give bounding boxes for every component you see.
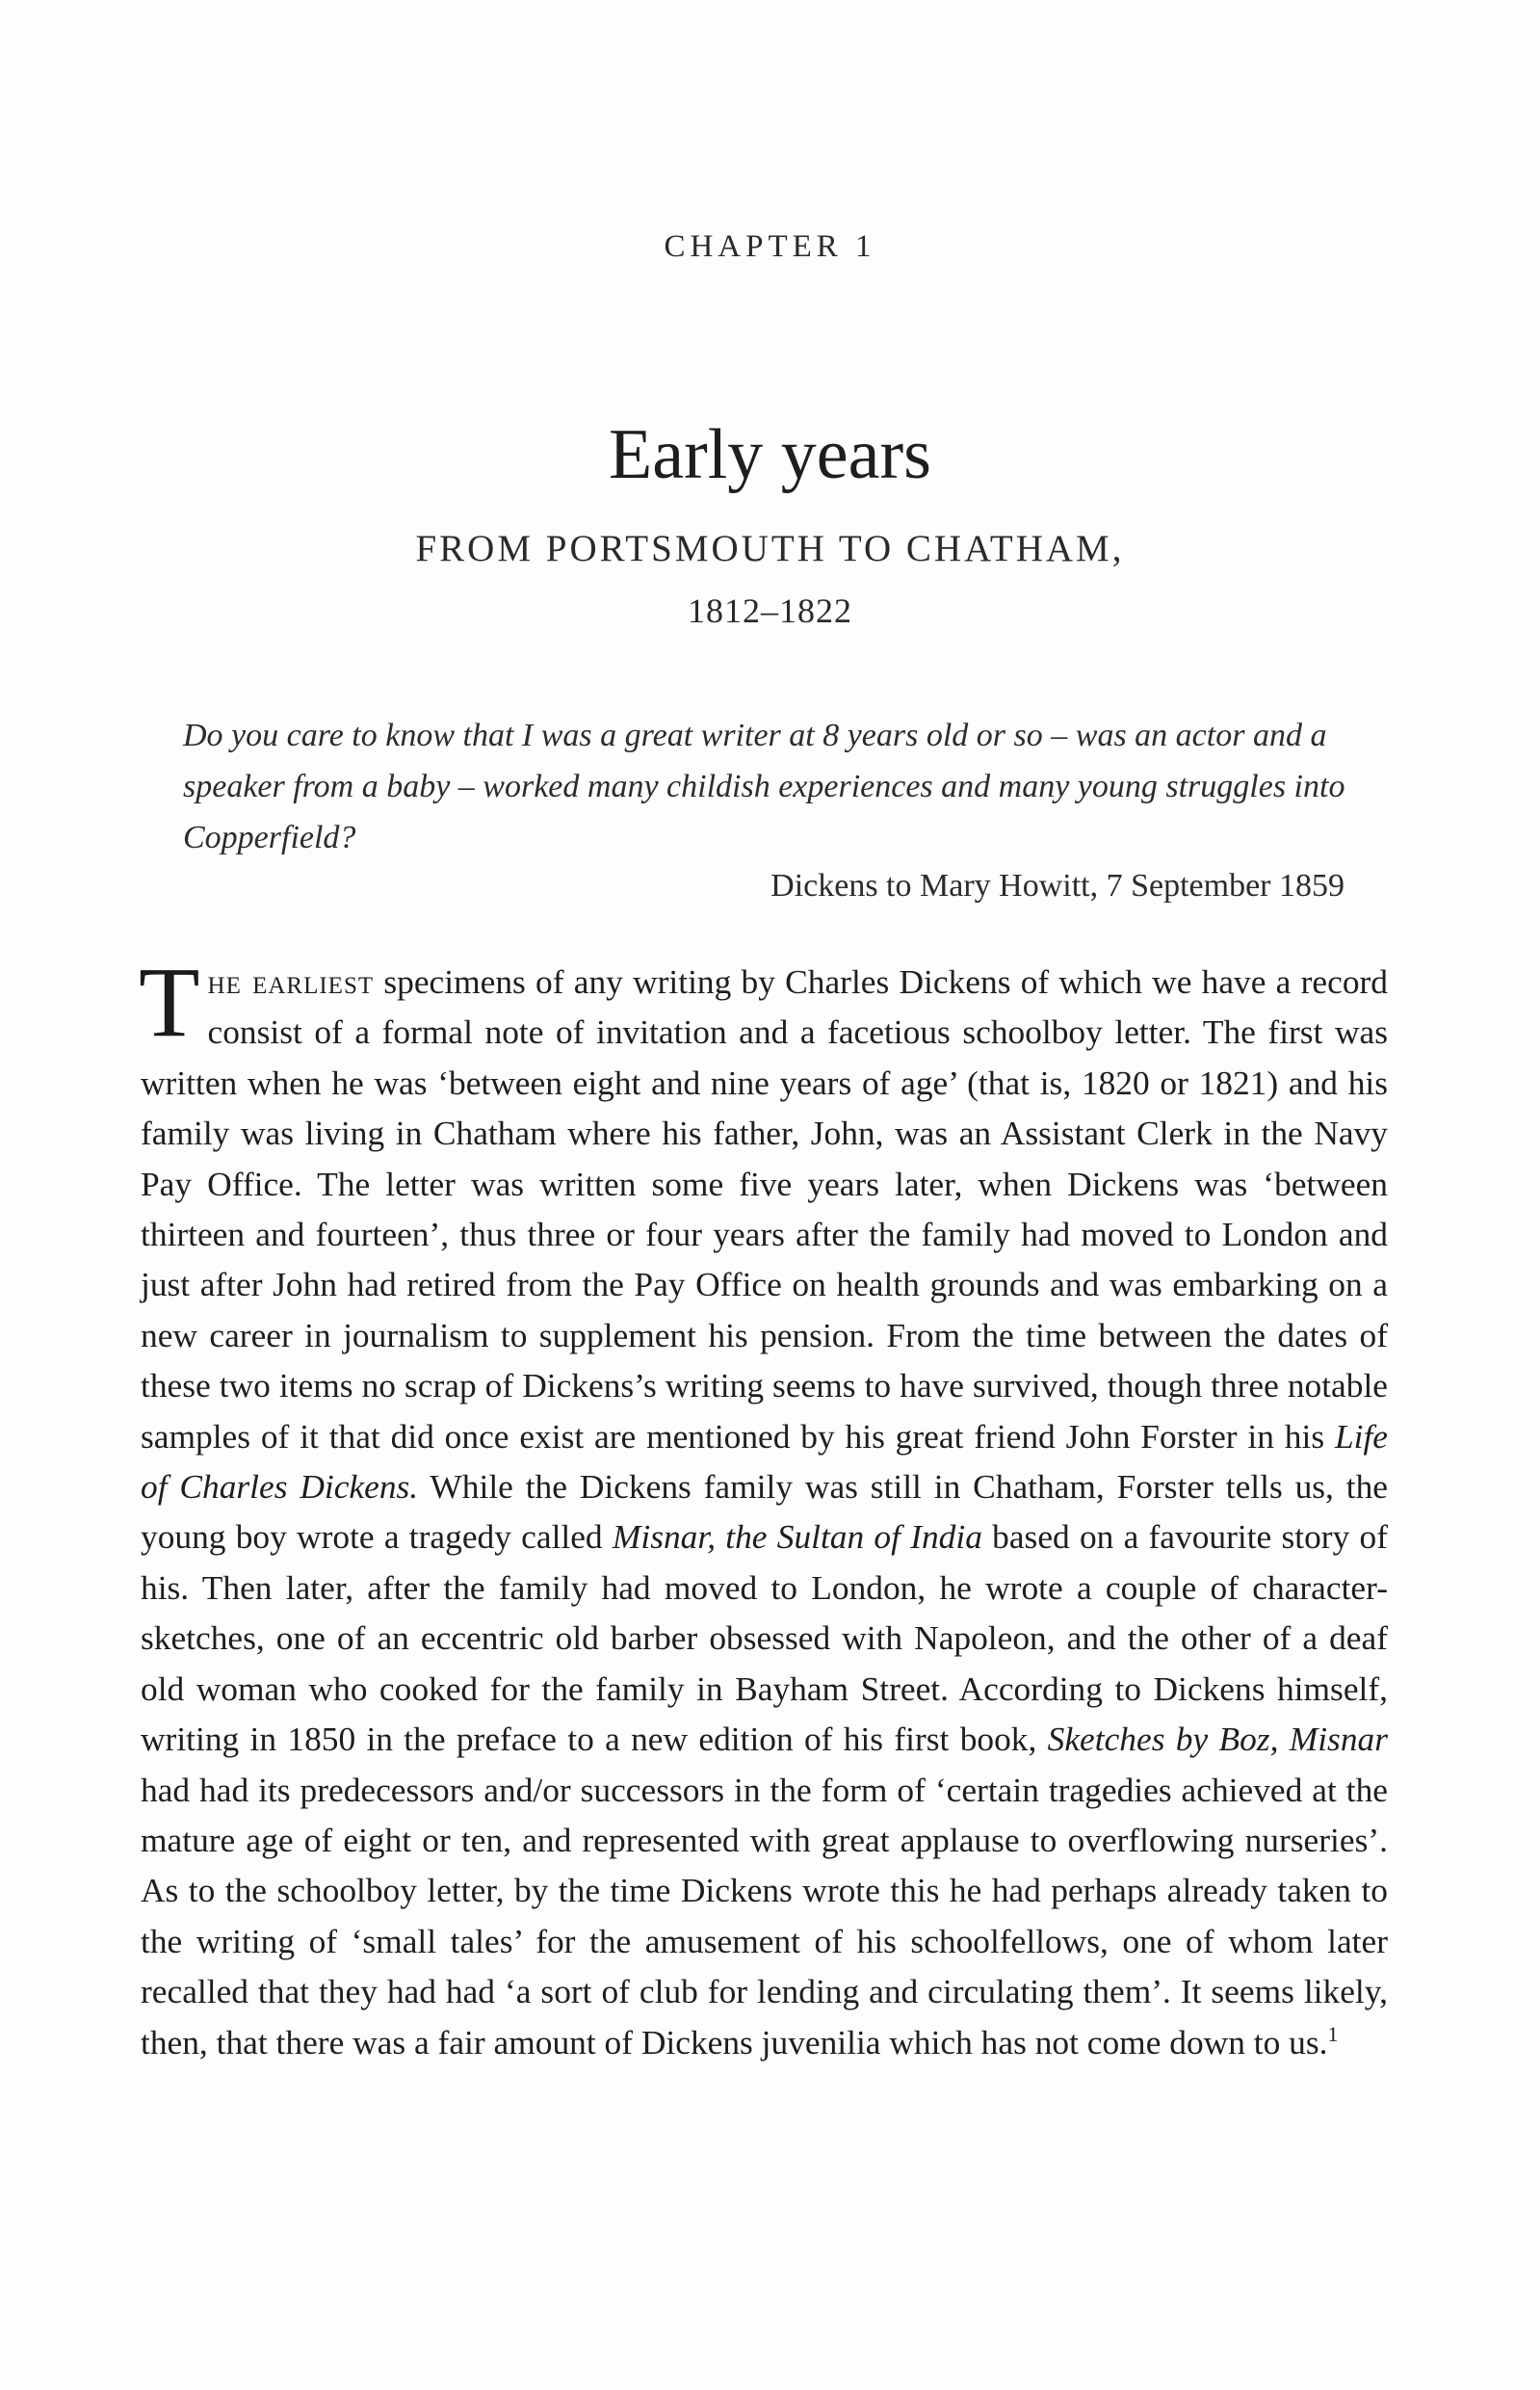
subtitle-places: FROM PORTSMOUTH TO CHATHAM, [415,528,1125,569]
body-text-part-2: While the Dickens family was still in Chatham, Forster tells us, the young boy wrote a tragedy called [141,1467,1388,1557]
body-text-part-3: based on a favourite story of his. Then later, after the family had moved to London, he wrote a couple of character-sketches, one of an eccentric old barber obsessed with Napoleon, and the other of a deaf old woman who cooked for the family in Bayham Street. According to Dickens himself, writing in 1850 in the preface to a new edition of his first book, [141,1517,1388,1759]
body-text-part-4: had had its predecessors and/or successors in the form of ‘certain tragedies achieved at the mature age of eight or ten, and represented with great applause to overflowing nurseries’. As to the schoolboy letter, by the time Dickens wrote this he had perhaps already taken to the writing of ‘small tales’ for the amusement of his schoolfellows, one of whom later recalled that they had had ‘a sort of club for lending and circulating them’. It seems likely, then, that there was a fair amount of Dickens juvenilia which has not come down to us. [141,1770,1388,2062]
lead-in-small-caps: he earliest [207,962,375,1001]
chapter-label: CHAPTER 1 [664,229,876,264]
body-text-part-1: specimens of any writing by Charles Dickens of which we have a record consist of a formal note of invitation and a facetious schoolboy letter. The first was written when he was ‘between eight and nine years of age’ (that is, 1820 or 1821) and his family was living in Chatham where his father, John, was an Assistant Clerk in the Navy Pay Office. The letter was written some five years later, when Dickens was ‘between thirteen and fourteen’, thus three or four years after the family had moved to London and just after John had retired from the Pay Office on health grounds and was embarking on a new career in journalism to supplement his pension. From the time between the dates of these two items no scrap of Dickens’s writing seems to have survived, though three notable samples of it that did once exist are mentioned by his great friend John Forster in his [141,962,1388,1456]
book-title-sketches-by-boz: Sketches by Boz, Misnar [1047,1720,1388,1759]
drop-cap: T [139,947,200,1058]
work-title-misnar: Misnar, the Sultan of India [612,1517,982,1557]
footnote-reference[interactable]: 1 [1327,2021,1339,2046]
chapter-title: Early years [609,415,931,494]
body-paragraph [139,947,1388,2067]
epigraph-quote: Do you care to know that I was a great writer at 8 years old or so – was an actor and a speaker from a baby – worked many childish experiences and many young struggles into Copperfield? [183,718,1345,855]
book-title-life-of-dickens: Life of Charles Dickens. [141,1416,1388,1507]
epigraph-attribution: Dickens to Mary Howitt, 7 September 1859 [770,868,1344,904]
chapter-subtitle [0,518,1540,642]
subtitle-dates: 1812–1822 [688,591,852,630]
